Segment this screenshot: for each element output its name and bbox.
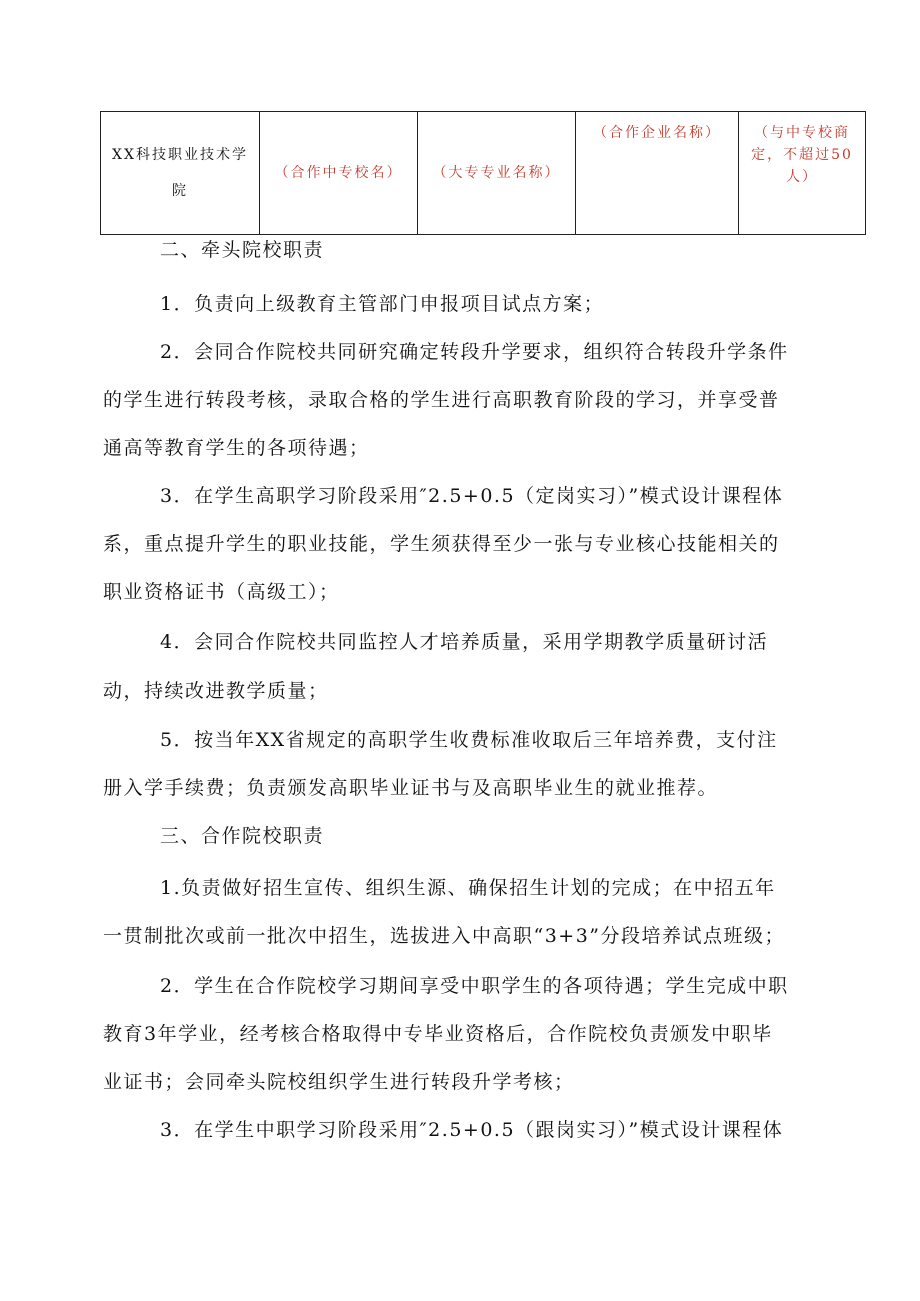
paragraph-line: 5．按当年XX省规定的高职学生收费标准收取后三年培养费，支付注 (160, 729, 778, 751)
project-info-table (100, 111, 866, 235)
paragraph-line: 教育3年学业，经考核合格取得中专毕业资格后，合作院校负责颁发中职毕 (103, 1023, 773, 1045)
paragraph-line: 系，重点提升学生的职业技能，学生须获得至少一张与专业核心技能相关的 (103, 533, 780, 555)
paragraph-line: 的学生进行转段考核，录取合格的学生进行高职教育阶段的学习，并享受普 (103, 389, 780, 411)
paragraph-line: 4．会同合作院校共同监控人才培养质量，采用学期教学质量研讨活 (160, 631, 769, 653)
paragraph-line: 动，持续改进教学质量； (103, 680, 329, 702)
quota-cell: （与中专校商定，不超过50人） (739, 112, 866, 235)
paragraph-line: 3．在学生中职学习阶段采用″2.5+0.5（跟岗实习）”模式设计课程体 (160, 1119, 784, 1141)
section-heading-partner: 三、合作院校职责 (160, 825, 325, 847)
lead-school-cell: XX科技职业技术学院 (101, 112, 260, 235)
paragraph-line: 1.负责做好招生宣传、组织生源、确保招生计划的完成；在中招五年 (160, 877, 776, 899)
paragraph-line: 通高等教育学生的各项待遇； (103, 437, 370, 459)
table-row (101, 112, 866, 235)
paragraph-line: 2．学生在合作院校学习期间享受中职学生的各项待遇；学生完成中职 (160, 975, 789, 997)
company-cell: （合作企业名称） (576, 112, 739, 235)
partner-school-cell: （合作中专校名） (260, 112, 418, 235)
paragraph-line: 1．负责向上级教育主管部门申报项目试点方案； (160, 293, 605, 315)
paragraph-line: 职业资格证书（高级工）； (103, 581, 340, 603)
paragraph-line: 2．会同合作院校共同研究确定转段升学要求，组织符合转段升学条件 (160, 341, 789, 363)
paragraph-line: 业证书；会同牵头院校组织学生进行转段升学考核； (103, 1071, 575, 1093)
paragraph-line: 册入学手续费；负责颁发高职毕业证书与及高职毕业生的就业推荐。 (103, 777, 719, 799)
paragraph-line: 一贯制批次或前一批次中招生，选拔进入中高职“3+3”分段培养试点班级； (103, 925, 786, 947)
major-cell: （大专专业名称） (418, 112, 576, 235)
paragraph-line: 3．在学生高职学习阶段采用″2.5+0.5（定岗实习）”模式设计课程体 (160, 485, 784, 507)
section-heading-lead: 二、牵头院校职责 (160, 239, 325, 261)
